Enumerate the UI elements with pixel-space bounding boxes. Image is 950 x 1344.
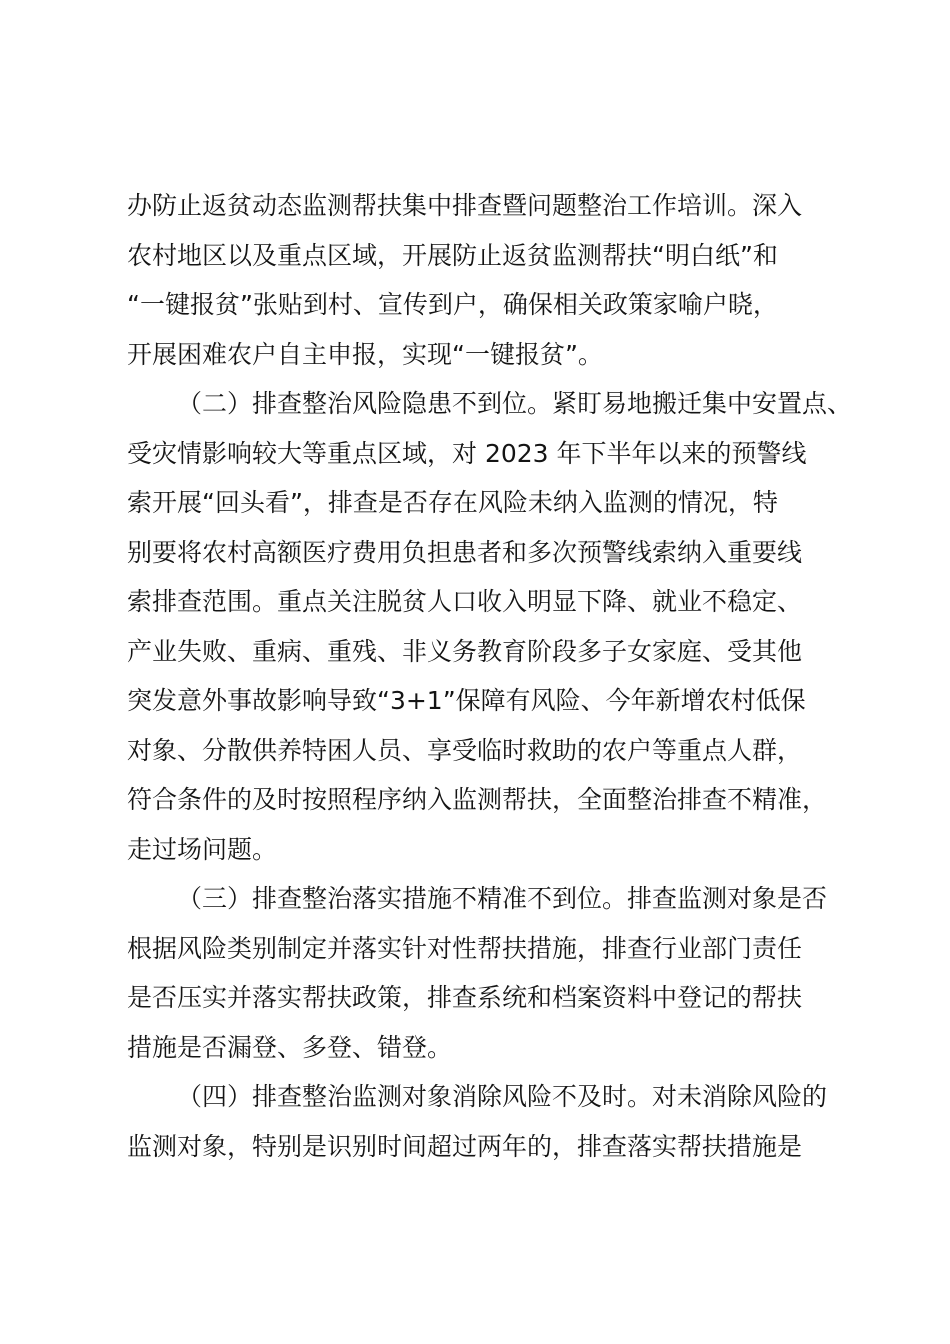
text-line: （二）排查整治风险隐患不到位。紧盯易地搬迁集中安置点、 — [177, 389, 853, 418]
text-line: “一键报贫”张贴到村、宣传到户，确保相关政策家喻户晓， — [127, 290, 778, 319]
text-line: 根据风险类别制定并落实针对性帮扶措施，排查行业部门责任 — [127, 933, 803, 963]
text-line: 索排查范围。重点关注脱贫人口收入明显下降、就业不稳定、 — [127, 587, 803, 616]
text-line: 办防止返贫动态监测帮扶集中排查暨问题整治工作培训。深入 — [127, 191, 803, 220]
paragraph — [127, 874, 862, 1072]
text-line: 突发意外事故影响导致“3+1”保障有风险、今年新增农村低保 — [127, 686, 806, 715]
text-line: （三）排查整治落实措施不精准不到位。排查监测对象是否 — [177, 884, 828, 913]
text-line: 受灾情影响较大等重点区域，对 2023 年下半年以来的预警线 — [127, 438, 807, 468]
text-line: （四）排查整治监测对象消除风险不及时。对未消除风险的 — [177, 1082, 828, 1111]
paragraph — [127, 1072, 862, 1171]
text-line: 符合条件的及时按照程序纳入监测帮扶，全面整治排查不精准， — [127, 785, 828, 814]
paragraph — [127, 181, 862, 379]
paragraph — [127, 379, 862, 874]
text-line: 是否压实并落实帮扶政策，排查系统和档案资料中登记的帮扶 — [127, 983, 803, 1012]
text-line: 别要将农村高额医疗费用负担患者和多次预警线索纳入重要线 — [127, 537, 803, 567]
text-line: 走过场问题。 — [127, 834, 278, 864]
document-body — [127, 181, 862, 1171]
text-line: 对象、分散供养特困人员、享受临时救助的农户等重点人群， — [127, 735, 803, 765]
text-line: 监测对象，特别是识别时间超过两年的，排查落实帮扶措施是 — [127, 1131, 803, 1161]
text-line: 措施是否漏登、多登、错登。 — [127, 1032, 453, 1062]
text-line: 产业失败、重病、重残、非义务教育阶段多子女家庭、受其他 — [127, 636, 803, 666]
text-line: 开展困难农户自主申报，实现“一键报贫”。 — [127, 339, 603, 369]
text-line: 农村地区以及重点区域，开展防止返贫监测帮扶“明白纸”和 — [127, 240, 778, 270]
text-line: 索开展“回头看”，排查是否存在风险未纳入监测的情况，特 — [127, 488, 778, 517]
